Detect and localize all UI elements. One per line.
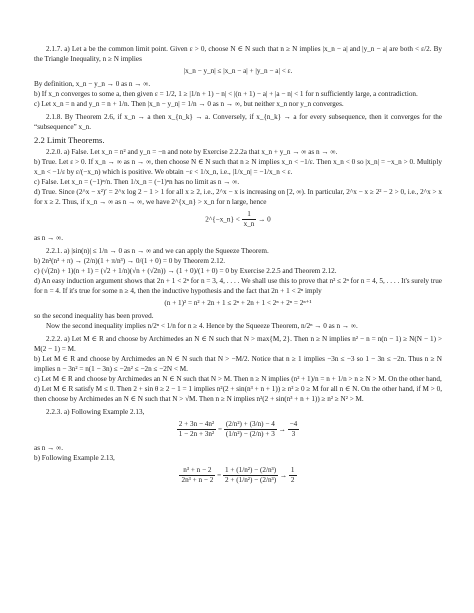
paragraph: so the second inequality has been proved. [34, 312, 154, 320]
paragraph: 2.2.2. a) Let M ∈ R and choose by Archimedes an N ∈ N such that N > max{M, 2}. Then n ≥ N implies n² − n = n(n − 1) ≥ N(N − 1) > M(2 − 1) = M. [34, 335, 442, 353]
paragraph: 2.2.3. a) Following Example 2.13, [46, 408, 145, 416]
paragraph: 2.1.7. a) Let a be the common limit point. Given ε > 0, choose N ∈ N such that n ≥ N implies |x_n − a| and |y_n − a| are both < ε/2. By the Triangle Inequality, n ≥ N implies [34, 45, 442, 63]
fraction-numerator: (2/n²) + (3/n) − 4 [225, 420, 275, 428]
paragraph: d) An easy induction argument shows that 2n + 1 < 2ⁿ for n = 3, 4, . . . . We shall use this to prove that n² ≤ 2ⁿ for n = 4, 5, . . . . It's surely true for n = 4. If it's true for some n ≥ 4, then the inductive hypothesis and the fact that 2n + 1 < 2ⁿ imply [34, 277, 442, 295]
document-page [34, 44, 442, 489]
eq-operator: → [279, 471, 288, 480]
eq-operator: → [278, 425, 286, 434]
fraction [223, 466, 278, 485]
paragraph: b) If x_n converges to some a, then given ε = 1/2, 1 ≥ |1/n + 1) − n| < |(n + 1) − a| + |a − n| < 1 for n sufficiently large, a contradiction. [34, 90, 418, 98]
fraction [179, 466, 215, 485]
section-heading: 2.2 Limit Theorems. [34, 135, 105, 145]
display-equation [34, 420, 442, 439]
fraction-numerator: 1 [242, 210, 257, 220]
display-equation [34, 210, 442, 229]
fraction-numerator: −4 [289, 420, 298, 428]
fraction-numerator: 1 + (1/n²) − (2/n³) [224, 466, 277, 474]
fraction-denominator: 2n³ + n − 2 [181, 476, 214, 484]
fraction [224, 420, 277, 439]
paragraph: b) 2n²(n³ + π) → (2/n)(1 + π/n³) → 0/(1 + 0) = 0 by Theorem 2.12. [34, 257, 226, 265]
fraction-numerator: 2 + 3n − 4n² [178, 420, 215, 428]
display-equation: (n + 1)² = n² + 2n + 1 ≤ 2ⁿ + 2n + 1 < 2ⁿ + 2ⁿ = 2ⁿ⁺¹ [164, 299, 312, 307]
fraction-denominator: 1 − 2n + 3n² [178, 430, 215, 438]
fraction [242, 210, 257, 229]
paragraph: b) Let M ∈ R and choose by Archimedes an N ∈ N such that N > −M/2. Notice that n ≥ 1 implies −3n ≤ −3 so 1 − 3n ≤ −2n. Thus n ≥ N implies n − 3n² = n(1 − 3n) ≤ −2n² ≤ −2n ≤ −2N < M. [34, 355, 442, 373]
eq-operator: = [217, 425, 223, 434]
fraction [177, 420, 216, 439]
fraction-denominator: 2 + (1/n²) − (2/n³) [224, 476, 277, 484]
eq-right: → 0 [258, 215, 271, 224]
paragraph: c) False. Let x_n = (−1)ⁿ/n. Then 1/x_n = (−1)ⁿn has no limit as n → ∞. [34, 178, 240, 186]
fraction-numerator: n³ + n − 2 [179, 466, 215, 476]
fraction-denominator: 3 [291, 430, 296, 438]
paragraph: d) Let M ∈ R satisfy M ≤ 0. Then 2 + sin θ ≥ 2 − 1 = 1 implies n²(2 + sin(n³ + n + 1)) ≥ n² ≥ 0 ≥ M for all n ∈ N. On the other hand, if M > 0, then choose by Archimedes an N ∈ N such that N > √M. Then n ≥ N implies n²(2 + sin(n³ + n + 1)) ≥ n² ≥ N² > M. [34, 385, 442, 403]
display-equation [34, 466, 442, 485]
display-equation: |x_n − y_n| ≤ |x_n − a| + |y_n − a| < ε. [183, 67, 293, 75]
eq-operator: = [217, 471, 222, 480]
paragraph: c) (√(2n) + 1)(n + 1) = (√2 + 1/n)(√n + (√2n)) → (1 + 0)/(1 + 0) = 0 by Exercise 2.2.5 and Theorem 2.12. [34, 267, 337, 275]
paragraph: as n → ∞. [34, 234, 64, 242]
paragraph: Now the second inequality implies n/2ⁿ < 1/n for n ≥ 4. Hence by the Squeeze Theorem, n/2ⁿ → 0 as n → ∞. [46, 322, 358, 330]
fraction [289, 466, 297, 485]
paragraph: By definition, x_n − y_n → 0 as n → ∞. [34, 80, 151, 88]
paragraph: c) Let M ∈ R and choose by Archimedes an N ∈ N such that N > M. Then n ≥ N implies (n² + 1)/n = n + 1/n > n ≥ N > M. On the other hand, [34, 375, 442, 383]
fraction-numerator: 1 [290, 466, 295, 474]
paragraph: 2.1.8. By Theorem 2.6, if x_n → a then x_{n_k} → a. Conversely, if x_{n_k} → a for every subsequence, then it converges for the “subsequence” x_n. [34, 113, 442, 131]
fraction [288, 420, 300, 439]
paragraph: b) True. Let ε > 0. If x_n → ∞ as n → ∞, then choose N ∈ N such that n ≥ N implies x_n < −1/ε. Then x_n < 0 so |x_n| = −x_n > 0. Multiply x_n < −1/ε by ε/(−x_n) which is positive. We obtain −ε < 1/x_n, i.e., |1/x_n| = −1/x_n < ε. [34, 158, 442, 176]
fraction-denominator: 2 [290, 476, 295, 484]
fraction-denominator: (1/n²) − (2/n) + 3 [225, 430, 275, 438]
paragraph: 2.2.1. a) |sin(n)| ≤ 1/n → 0 as n → ∞ and we can apply the Squeeze Theorem. [46, 247, 269, 255]
eq-left: 2^{−x_n} < [205, 215, 240, 224]
fraction-denominator: x_n [243, 220, 255, 228]
paragraph: 2.2.0. a) False. Let x_n = n² and y_n = −n and note by Exercise 2.2.2a that x_n + y_n → ∞ as n → ∞. [46, 148, 338, 156]
paragraph: b) Following Example 2.13, [34, 454, 115, 462]
paragraph: c) Let x_n = n and y_n = n + 1/n. Then |x_n − y_n| = 1/n → 0 as n → ∞, but neither x_n nor y_n converges. [34, 100, 344, 108]
paragraph: as n → ∞. [34, 444, 64, 452]
paragraph: d) True. Since (2^x − x²)′ = 2^x log 2 − 1 > 1 for all x ≥ 2, i.e., 2^x − x is increasing on [2, ∞). In particular, 2^x − x ≥ 2² − 2 > 0, i.e., 2^x > x for x ≥ 2. Thus, if x_n → ∞ as n → ∞, we have 2^{x_n} > x_n for n large, hence [34, 188, 442, 206]
